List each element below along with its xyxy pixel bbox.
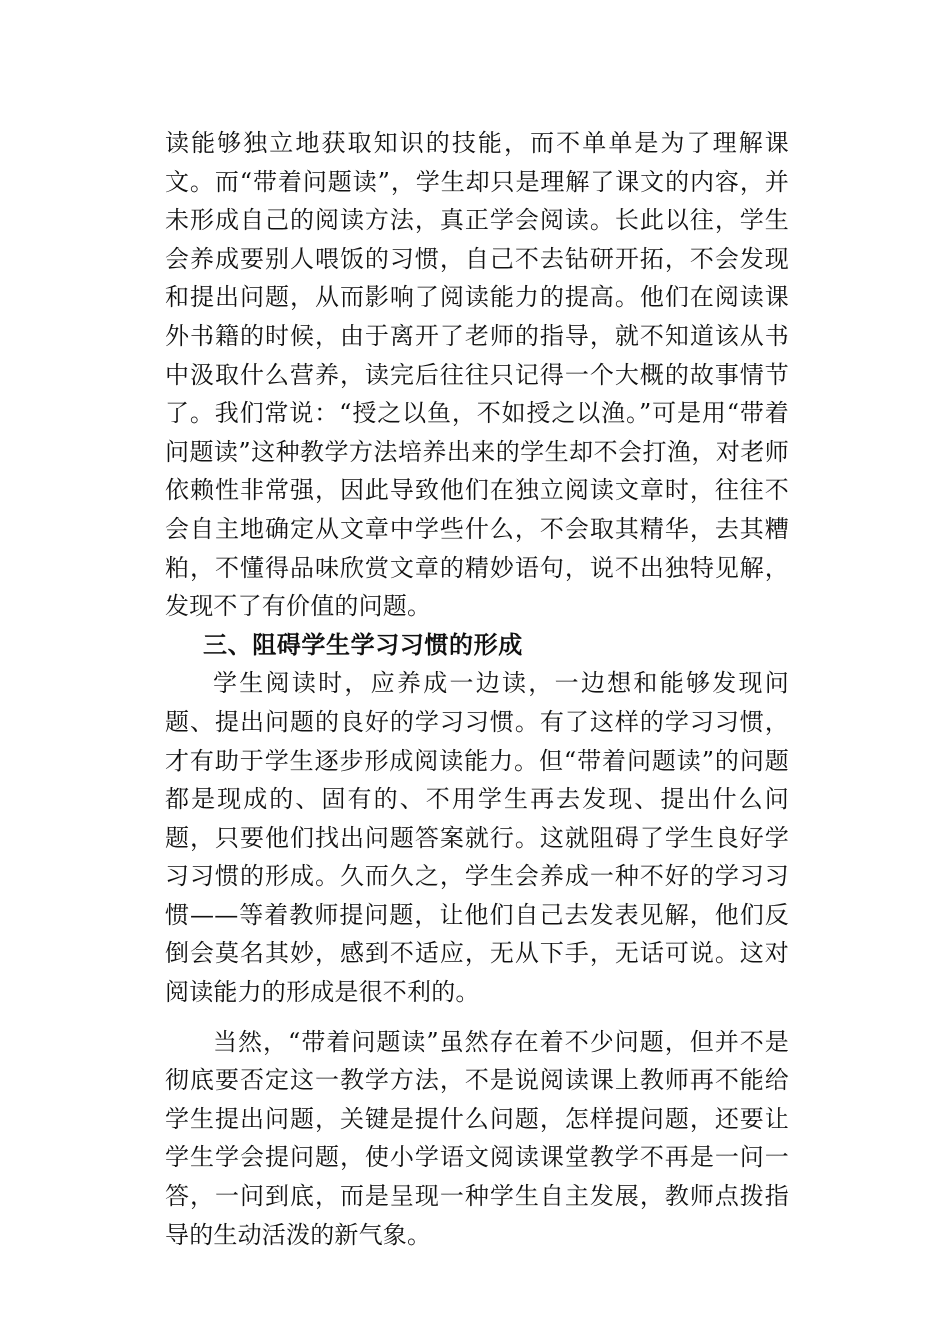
paragraph: 当然，“带着问题读”虽然存在着不少问题，但并不是彻底要否定这一教学方法，不是说阅读课上教师再不能给学生提出问题，关键是提什么问题，怎样提问题，还要让学生学会提问题，使小学语文阅读课堂教学不再是一问一答，一问到底，而是呈现一种学生自主发展，教师点拨指导的生动活泼的新气象。: [165, 1027, 789, 1249]
section-heading: 三、阻碍学生学习习惯的形成: [203, 629, 523, 659]
paragraph: 学生阅读时，应养成一边读，一边想和能够发现问题、提出问题的良好的学习习惯。有了这样的学习习惯，才有助于学生逐步形成阅读能力。但“带着问题读”的问题都是现成的、固有的、不用学生再去发现、提出什么问题，只要他们找出问题答案就行。这就阻碍了学生良好学习习惯的形成。久而久之，学生会养成一种不好的学习习惯——等着教师提问题，让他们自己去发表见解，他们反倒会莫名其妙，感到不适应，无从下手，无话可说。这对阅读能力的形成是很不利的。: [165, 669, 789, 1007]
body-text: [165, 124, 789, 1254]
paragraph-continued: 读能够独立地获取知识的技能，而不单单是为了理解课文。而“带着问题读”，学生却只是理解了课文的内容，并未形成自己的阅读方法，真正学会阅读。长此以往，学生会养成要别人喂饭的习惯，自己不去钻研开拓，不会发现和提出问题，从而影响了阅读能力的提高。他们在阅读课外书籍的时候，由于离开了老师的指导，就不知道该从书中汲取什么营养，读完后往往只记得一个大概的故事情节了。我们常说：“授之以鱼，不如授之以渔。”可是用“带着问题读”这种教学方法培养出来的学生却不会打渔，对老师依赖性非常强，因此导致他们在独立阅读文章时，往往不会自主地确定从文章中学些什么，不会取其精华，去其糟粕，不懂得品味欣赏文章的精妙语句，说不出独特见解，发现不了有价值的问题。: [165, 129, 789, 621]
